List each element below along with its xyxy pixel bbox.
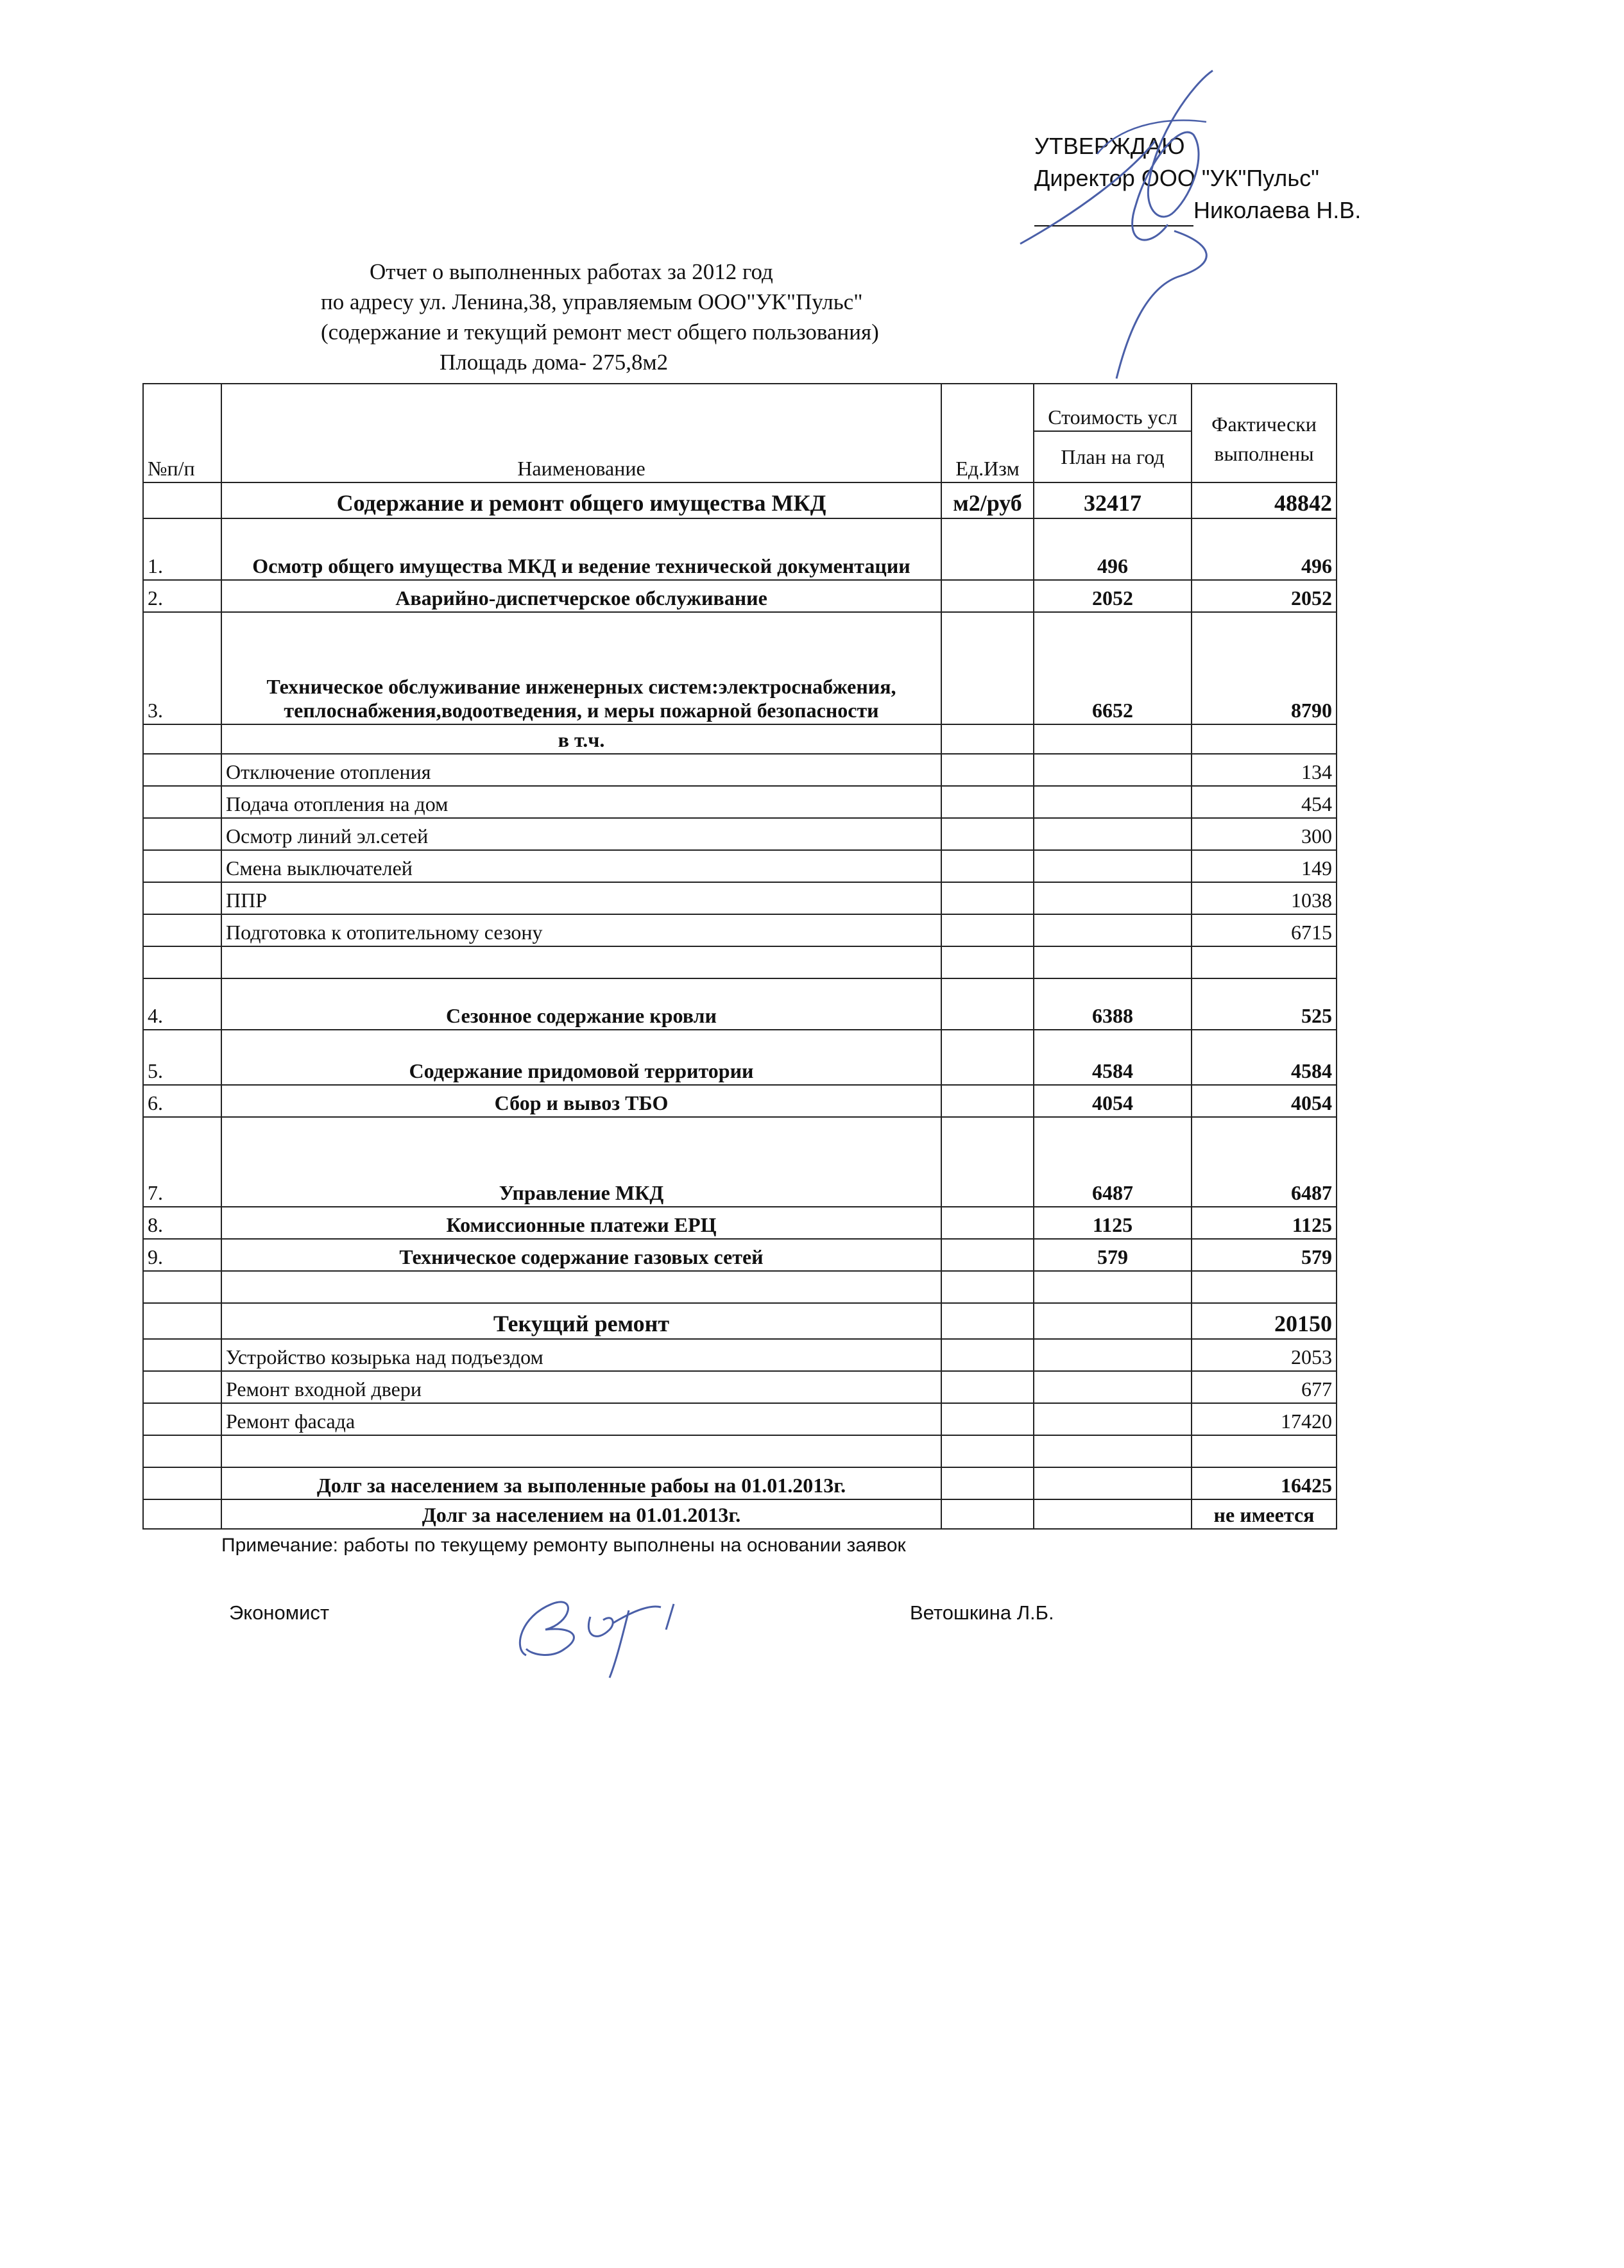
row-unit-cell (941, 978, 1034, 1030)
row-fact-cell (1192, 946, 1337, 978)
row-num-cell (143, 914, 221, 946)
row-fact-cell: 48842 (1192, 482, 1337, 518)
header-num: №п/п (143, 384, 221, 482)
note-text: Примечание: работы по текущему ремонту выполнены на основании заявок (221, 1535, 906, 1556)
header-name: Наименование (221, 384, 941, 482)
row-unit-cell (941, 1403, 1034, 1435)
row-plan-cell (1034, 724, 1192, 754)
row-plan-cell (1034, 818, 1192, 850)
approval-position: Директор ООО "УК"Пульс" (1034, 165, 1319, 191)
row-unit-cell (941, 754, 1034, 786)
row-name-cell: Техническое обслуживание инженерных систем:электроснабжения, теплоснабжения,водоотведения, и меры пожарной безопасности (221, 612, 941, 724)
row-fact-cell: 1038 (1192, 882, 1337, 914)
row-unit-cell (941, 1085, 1034, 1117)
row-num-cell (143, 1499, 221, 1529)
row-unit-cell (941, 882, 1034, 914)
economist-label: Экономист (229, 1601, 330, 1624)
row-num-cell (143, 1403, 221, 1435)
row-num-cell (143, 882, 221, 914)
header-unit: Ед.Изм (941, 384, 1034, 482)
row-unit-cell (941, 1207, 1034, 1239)
row-unit-cell (941, 914, 1034, 946)
row-unit-cell (941, 580, 1034, 612)
row-fact-cell: 677 (1192, 1371, 1337, 1403)
row-num-cell (143, 850, 221, 882)
row-name-cell: Осмотр линий эл.сетей (221, 818, 941, 850)
row-plan-cell (1034, 1371, 1192, 1403)
row-unit-cell (941, 612, 1034, 724)
row-fact-cell: 4584 (1192, 1030, 1337, 1085)
table-row (143, 978, 1337, 1030)
row-plan-cell: 1125 (1034, 1207, 1192, 1239)
row-name-cell: Техническое содержание газовых сетей (221, 1239, 941, 1271)
row-name-cell: Осмотр общего имущества МКД и ведение технической документации (221, 518, 941, 580)
row-unit-cell (941, 1030, 1034, 1085)
row-num-cell (143, 1271, 221, 1303)
row-num-cell (143, 946, 221, 978)
row-unit-cell (941, 1239, 1034, 1271)
header-fact: Фактически выполнены (1192, 384, 1337, 482)
table-row (143, 1339, 1337, 1371)
row-num-cell: 1. (143, 518, 221, 580)
row-name-cell: Содержание придомовой территории (221, 1030, 941, 1085)
row-num-cell (143, 1339, 221, 1371)
row-name-cell: Устройство козырька над подъездом (221, 1339, 941, 1371)
row-plan-cell: 6487 (1034, 1117, 1192, 1207)
row-name-cell: Подача отопления на дом (221, 786, 941, 818)
row-plan-cell (1034, 786, 1192, 818)
row-fact-cell: 579 (1192, 1239, 1337, 1271)
row-fact-cell: 1125 (1192, 1207, 1337, 1239)
row-unit-cell (941, 1435, 1034, 1467)
table-row (143, 518, 1337, 580)
report-scope: (содержание и текущий ремонт мест общего пользования) (321, 320, 879, 345)
row-fact-cell: 300 (1192, 818, 1337, 850)
row-unit-cell (941, 1117, 1034, 1207)
row-fact-cell: 2053 (1192, 1339, 1337, 1371)
table-row (143, 1207, 1337, 1239)
row-num-cell: 4. (143, 978, 221, 1030)
table-row (143, 850, 1337, 882)
row-name-cell: Ремонт фасада (221, 1403, 941, 1435)
row-unit-cell (941, 1499, 1034, 1529)
row-plan-cell (1034, 1403, 1192, 1435)
table-row (143, 482, 1337, 518)
director-signature (1001, 58, 1245, 391)
row-fact-cell: 17420 (1192, 1403, 1337, 1435)
row-num-cell (143, 1371, 221, 1403)
table-row (143, 1403, 1337, 1435)
row-fact-cell (1192, 724, 1337, 754)
row-name-cell: Отключение отопления (221, 754, 941, 786)
table-row (143, 914, 1337, 946)
header-row (143, 384, 1337, 431)
row-num-cell: 8. (143, 1207, 221, 1239)
row-plan-cell: 6388 (1034, 978, 1192, 1030)
row-fact-cell: 134 (1192, 754, 1337, 786)
row-num-cell: 3. (143, 612, 221, 724)
row-name-cell: Подготовка к отопительному сезону (221, 914, 941, 946)
row-num-cell (143, 724, 221, 754)
table-row (143, 724, 1337, 754)
row-unit-cell: м2/руб (941, 482, 1034, 518)
row-fact-cell: 525 (1192, 978, 1337, 1030)
row-num-cell: 9. (143, 1239, 221, 1271)
row-plan-cell (1034, 1271, 1192, 1303)
economist-signature (500, 1578, 706, 1681)
row-fact-cell: 20150 (1192, 1303, 1337, 1339)
row-plan-cell (1034, 914, 1192, 946)
report-address: по адресу ул. Ленина,38, управляемым ООО"УК"Пульс" (321, 289, 863, 314)
row-num-cell: 7. (143, 1117, 221, 1207)
row-fact-cell: 496 (1192, 518, 1337, 580)
table-row (143, 1371, 1337, 1403)
row-num-cell (143, 1303, 221, 1339)
row-num-cell (143, 1435, 221, 1467)
row-fact-cell: 16425 (1192, 1467, 1337, 1499)
row-fact-cell: 6715 (1192, 914, 1337, 946)
row-num-cell: 5. (143, 1030, 221, 1085)
row-unit-cell (941, 518, 1034, 580)
row-plan-cell (1034, 1303, 1192, 1339)
row-unit-cell (941, 1271, 1034, 1303)
row-name-cell: Сбор и вывоз ТБО (221, 1085, 941, 1117)
row-name-cell: Ремонт входной двери (221, 1371, 941, 1403)
row-name-cell (221, 1271, 941, 1303)
table-row (143, 882, 1337, 914)
report-table (142, 383, 1337, 1530)
row-plan-cell (1034, 754, 1192, 786)
row-name-cell: Долг за населением за выполенные рабоы на 01.01.2013г. (221, 1467, 941, 1499)
row-unit-cell (941, 818, 1034, 850)
row-plan-cell: 32417 (1034, 482, 1192, 518)
row-plan-cell: 496 (1034, 518, 1192, 580)
row-plan-cell (1034, 1499, 1192, 1529)
row-num-cell (143, 482, 221, 518)
table-row (143, 1117, 1337, 1207)
table-row (143, 1499, 1337, 1529)
row-name-cell: в т.ч. (221, 724, 941, 754)
approval-signer-name: Николаева Н.В. (1193, 197, 1362, 223)
row-plan-cell (1034, 850, 1192, 882)
row-num-cell: 2. (143, 580, 221, 612)
row-name-cell: ППР (221, 882, 941, 914)
row-plan-cell (1034, 1435, 1192, 1467)
table-row (143, 786, 1337, 818)
row-fact-cell (1192, 1271, 1337, 1303)
row-num-cell: 6. (143, 1085, 221, 1117)
row-num-cell (143, 754, 221, 786)
table-row (143, 1303, 1337, 1339)
row-fact-cell: 149 (1192, 850, 1337, 882)
header-cost-group: Стоимость усл (1034, 384, 1192, 431)
row-fact-cell: 6487 (1192, 1117, 1337, 1207)
row-name-cell: Долг за населением на 01.01.2013г. (221, 1499, 941, 1529)
row-plan-cell (1034, 1339, 1192, 1371)
table-row (143, 818, 1337, 850)
row-name-cell: Содержание и ремонт общего имущества МКД (221, 482, 941, 518)
row-unit-cell (941, 946, 1034, 978)
header-plan: План на год (1034, 431, 1192, 482)
row-unit-cell (941, 1467, 1034, 1499)
table-row (143, 946, 1337, 978)
table-row (143, 580, 1337, 612)
row-name-cell: Смена выключателей (221, 850, 941, 882)
row-plan-cell: 4054 (1034, 1085, 1192, 1117)
approval-title: УТВЕРЖДАЮ (1034, 133, 1185, 159)
table-row (143, 1085, 1337, 1117)
row-fact-cell: 4054 (1192, 1085, 1337, 1117)
row-unit-cell (941, 1339, 1034, 1371)
table-row (143, 1239, 1337, 1271)
row-num-cell (143, 786, 221, 818)
row-plan-cell: 579 (1034, 1239, 1192, 1271)
row-unit-cell (941, 1371, 1034, 1403)
table-row (143, 754, 1337, 786)
row-unit-cell (941, 850, 1034, 882)
row-fact-cell: 454 (1192, 786, 1337, 818)
row-fact-cell: 2052 (1192, 580, 1337, 612)
report-area: Площадь дома- 275,8м2 (440, 350, 669, 375)
row-name-cell (221, 946, 941, 978)
row-plan-cell: 2052 (1034, 580, 1192, 612)
row-unit-cell (941, 724, 1034, 754)
table-row (143, 1030, 1337, 1085)
table-row (143, 1435, 1337, 1467)
row-plan-cell: 6652 (1034, 612, 1192, 724)
row-fact-cell (1192, 1435, 1337, 1467)
row-plan-cell: 4584 (1034, 1030, 1192, 1085)
row-name-cell (221, 1435, 941, 1467)
table-row (143, 1467, 1337, 1499)
row-plan-cell (1034, 882, 1192, 914)
row-unit-cell (941, 786, 1034, 818)
table-row (143, 612, 1337, 724)
row-name-cell: Аварийно-диспетчерское обслуживание (221, 580, 941, 612)
economist-name: Ветошкина Л.Б. (910, 1601, 1054, 1624)
report-title: Отчет о выполненных работах за 2012 год (370, 259, 773, 284)
row-name-cell: Комиссионные платежи ЕРЦ (221, 1207, 941, 1239)
table-row (143, 1271, 1337, 1303)
row-plan-cell (1034, 946, 1192, 978)
row-name-cell: Текущий ремонт (221, 1303, 941, 1339)
row-name-cell: Сезонное содержание кровли (221, 978, 941, 1030)
row-plan-cell (1034, 1467, 1192, 1499)
row-fact-cell: 8790 (1192, 612, 1337, 724)
row-num-cell (143, 818, 221, 850)
row-unit-cell (941, 1303, 1034, 1339)
row-fact-cell: не имеется (1192, 1499, 1337, 1529)
row-name-cell: Управление МКД (221, 1117, 941, 1207)
row-num-cell (143, 1467, 221, 1499)
